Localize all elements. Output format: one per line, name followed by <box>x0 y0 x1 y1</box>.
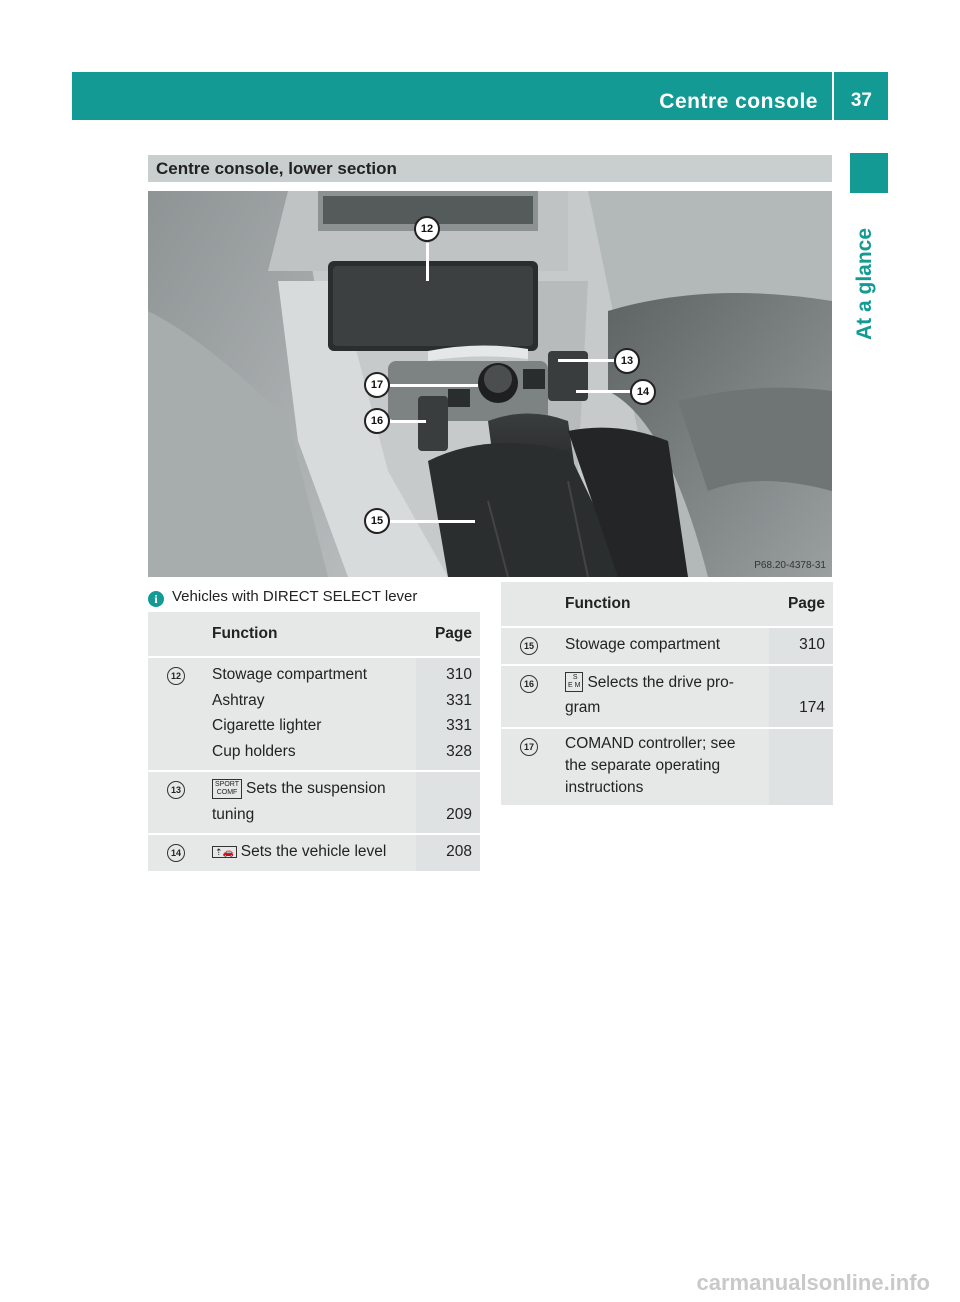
function-header: Function <box>557 582 769 626</box>
header-bar <box>72 72 888 120</box>
footer-watermark: carmanualsonline.info <box>696 1270 930 1295</box>
table-row <box>148 658 480 770</box>
console-photo <box>148 191 832 577</box>
function-text: instructions <box>565 778 644 796</box>
function-text: tuning <box>212 805 255 823</box>
function-text: Ashtray <box>212 691 265 709</box>
page-ref: 328 <box>446 742 472 760</box>
left-function-table <box>148 612 480 871</box>
table-header <box>501 582 833 626</box>
page-ref: 310 <box>446 666 472 683</box>
function-text: COMAND controller; see <box>565 734 736 752</box>
function-text: Sets the vehicle level <box>240 843 387 860</box>
callout-17: 17 <box>364 372 390 398</box>
function-text: Cup holders <box>212 742 296 760</box>
callout-line-12 <box>426 243 429 281</box>
table-row <box>148 772 480 833</box>
function-text: Stowage compartment <box>565 636 721 653</box>
header-separator <box>832 72 834 120</box>
table-row <box>501 666 833 727</box>
callout-line-15 <box>390 520 475 523</box>
page-ref: 209 <box>446 805 472 823</box>
page-ref: 331 <box>446 717 472 734</box>
item-number-15: 15 <box>520 637 538 655</box>
section-title: Centre console, lower section <box>148 155 832 182</box>
info-note <box>148 588 417 607</box>
console-illustration <box>148 191 832 577</box>
item-number-16: 16 <box>520 675 538 693</box>
page-header: Page <box>416 612 480 656</box>
function-text: the separate operating <box>565 756 721 774</box>
right-function-table <box>501 582 833 805</box>
function-text: gram <box>565 699 601 716</box>
callout-13: 13 <box>614 348 640 374</box>
table-row <box>148 835 480 871</box>
num-header <box>501 582 557 626</box>
page-ref: 208 <box>446 843 472 860</box>
callout-14: 14 <box>630 379 656 405</box>
callout-15: 15 <box>364 508 390 534</box>
function-text: Cigarette lighter <box>212 717 322 734</box>
side-tab <box>850 153 888 193</box>
callout-line-17 <box>390 384 478 387</box>
page-ref: 310 <box>799 636 825 653</box>
photo-reference: P68.20-4378-31 <box>754 560 826 571</box>
function-text: Selects the drive pro- <box>587 673 734 691</box>
side-label: At a glance <box>853 227 876 340</box>
car-level-icon: ⇡🚗 <box>212 846 237 858</box>
drive-program-icon: S E M <box>565 672 583 692</box>
table-row <box>501 628 833 664</box>
info-note-text: Vehicles with DIRECT SELECT lever <box>172 588 418 605</box>
table-row <box>501 729 833 805</box>
page-ref: 174 <box>799 699 825 716</box>
item-number-12: 12 <box>167 667 185 685</box>
item-number-13: 13 <box>167 781 185 799</box>
header-title: Centre console <box>659 90 818 113</box>
item-number-14: 14 <box>167 844 185 862</box>
info-icon: i <box>148 591 164 607</box>
function-text: Stowage compartment <box>212 666 368 683</box>
page-header: Page <box>769 582 833 626</box>
page-ref <box>769 729 833 805</box>
item-number-17: 17 <box>520 738 538 756</box>
callout-16: 16 <box>364 408 390 434</box>
num-header <box>148 612 204 656</box>
page-number: 37 <box>850 90 872 111</box>
function-header: Function <box>204 612 416 656</box>
table-header <box>148 612 480 656</box>
callout-line-13 <box>558 359 614 362</box>
callout-line-14 <box>576 390 630 393</box>
sport-comf-icon: SPORT COMF <box>212 779 242 799</box>
callout-line-16 <box>390 420 426 423</box>
callout-12: 12 <box>414 216 440 242</box>
function-text: Sets the suspension <box>246 780 386 797</box>
page-ref: 331 <box>446 691 472 709</box>
